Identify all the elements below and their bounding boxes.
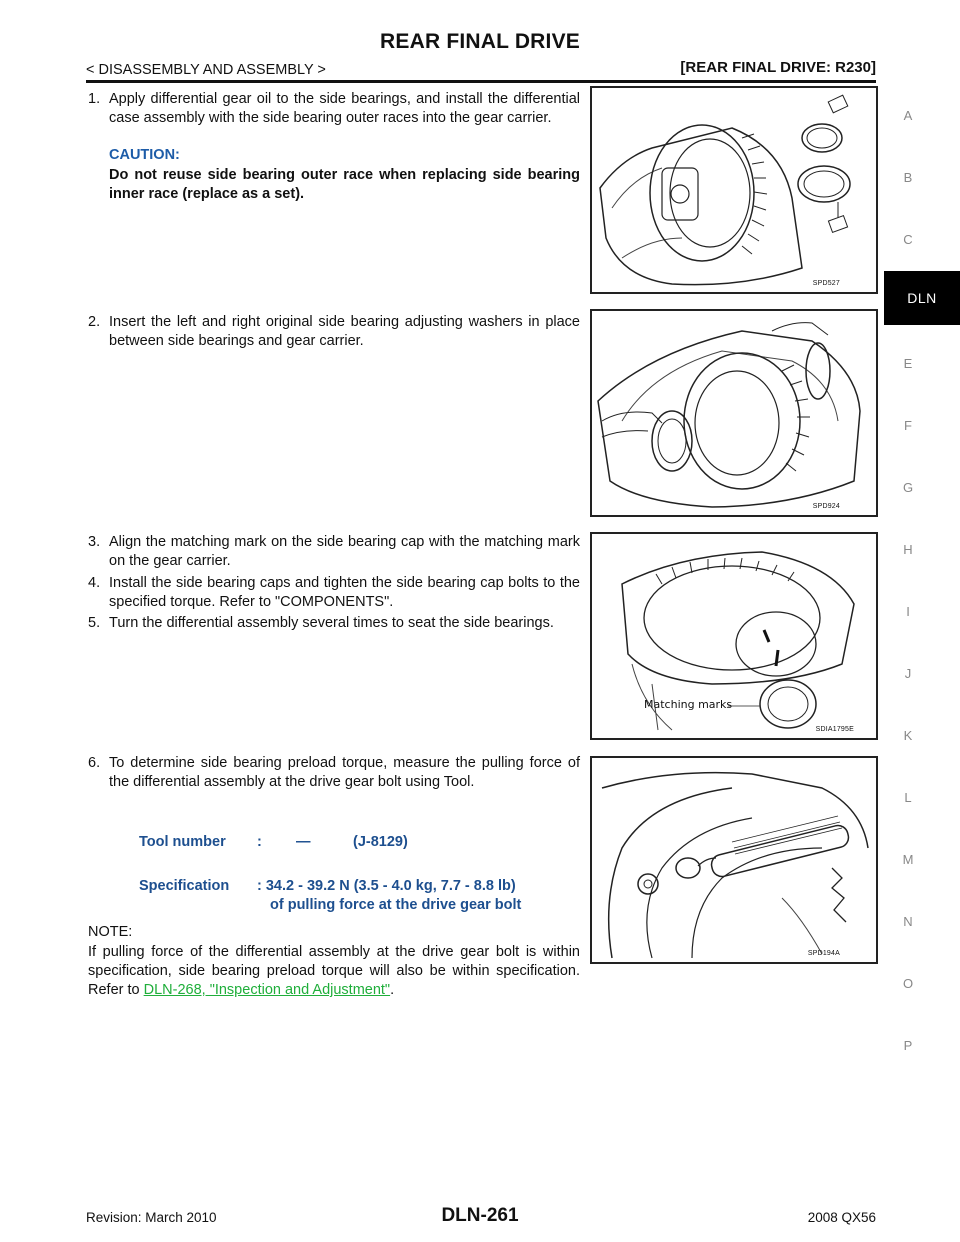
header-divider [86, 80, 876, 83]
step-number: 4. [88, 575, 101, 591]
step-2 [88, 313, 580, 351]
step-1 [88, 90, 580, 128]
side-nav-item-j[interactable]: J [904, 666, 912, 681]
caution-label: CAUTION: [109, 147, 180, 163]
figure-code: SPD194A [807, 950, 840, 957]
side-nav-item-p[interactable]: P [903, 1038, 913, 1053]
figure-matching-marks [590, 532, 878, 740]
side-nav-item-h[interactable]: H [903, 542, 913, 557]
side-nav-item-i[interactable]: I [906, 604, 910, 619]
step-6 [88, 754, 580, 792]
model-year: 2008 QX56 [807, 1210, 876, 1225]
side-nav-item-l[interactable]: L [904, 790, 912, 805]
step-text: Turn the differential assembly several times to seat the side bearings. [109, 615, 554, 631]
page-title: REAR FINAL DRIVE [380, 30, 580, 53]
inspection-adjustment-link[interactable]: DLN-268, "Inspection and Adjustment" [143, 982, 391, 998]
tool-number-dash: — [296, 834, 311, 850]
step-number: 2. [88, 314, 101, 330]
page-number: DLN-261 [441, 1205, 519, 1226]
figure-code: SPD924 [812, 503, 840, 510]
step-text: Install the side bearing caps and tighten the side bearing cap bolts to the specified torque. Refer to "COMPONENTS". [109, 575, 580, 610]
specification-value-cont: of pulling force at the drive gear bolt [270, 897, 522, 913]
step-text: Apply differential gear oil to the side bearings, and install the differential case assembly with the side bearing outer races into the gear carrier. [109, 91, 580, 126]
figure-code: SDIA1795E [815, 726, 854, 733]
step-text: To determine side bearing preload torque, measure the pulling force of the differential assembly at the drive gear bolt using Tool. [109, 755, 580, 790]
figure-adjusting-washers [590, 309, 878, 517]
specification-label: Specification [139, 878, 230, 894]
step-number: 6. [88, 755, 101, 771]
step-number: 5. [88, 615, 101, 631]
side-nav-item-g[interactable]: G [902, 480, 914, 495]
revision-date: Revision: March 2010 [86, 1210, 217, 1225]
matching-marks-callout: Matching marks [644, 698, 733, 711]
note-label: NOTE: [88, 924, 133, 940]
side-nav-item-a[interactable]: A [903, 108, 913, 123]
matching-marks-illustration [592, 534, 876, 738]
step-3 [88, 533, 580, 571]
side-nav-item-m[interactable]: M [902, 852, 914, 867]
spring-scale-illustration [592, 758, 876, 962]
tool-number-separator: : [257, 834, 262, 850]
caution-text: Do not reuse side bearing outer race when replacing side bearing inner race (replace as a set). [109, 167, 580, 202]
adjusting-washer-illustration [592, 311, 876, 515]
note-text [88, 943, 580, 1000]
side-nav-item-k[interactable]: K [903, 728, 913, 743]
side-nav-item-c[interactable]: C [903, 232, 913, 247]
note-body: If pulling force of the differential assembly at the drive gear bolt is within specification, side bearing preload torque will also be within specification. Refer to [88, 944, 580, 998]
specification-value: : 34.2 - 39.2 N (3.5 - 4.0 kg, 7.7 - 8.8 lb) [257, 878, 516, 894]
tool-number-label: Tool number [139, 834, 226, 850]
side-nav-item-dln[interactable]: DLN [884, 271, 960, 325]
step-5 [88, 614, 580, 633]
side-nav-item-e[interactable]: E [903, 356, 913, 371]
step-4 [88, 574, 580, 612]
figure-pulling-force [590, 756, 878, 964]
side-nav-item-n[interactable]: N [903, 914, 913, 929]
section-breadcrumb: < DISASSEMBLY AND ASSEMBLY > [86, 62, 326, 78]
step-text: Insert the left and right original side bearing adjusting washers in place between side bearings and gear carrier. [109, 314, 580, 349]
step-number: 3. [88, 534, 101, 550]
figure-differential-install [590, 86, 878, 294]
side-nav-item-o[interactable]: O [902, 976, 914, 991]
step-number: 1. [88, 91, 101, 107]
differential-case-illustration [592, 88, 876, 292]
note-end: . [390, 982, 395, 998]
tool-number-value: (J-8129) [353, 834, 408, 850]
variant-label: [REAR FINAL DRIVE: R230] [680, 59, 876, 76]
side-nav-item-f[interactable]: F [904, 418, 912, 433]
step-text: Align the matching mark on the side bearing cap with the matching mark on the gear carrier. [109, 534, 580, 569]
figure-code: SPD527 [812, 280, 840, 287]
side-nav-item-b[interactable]: B [903, 170, 913, 185]
